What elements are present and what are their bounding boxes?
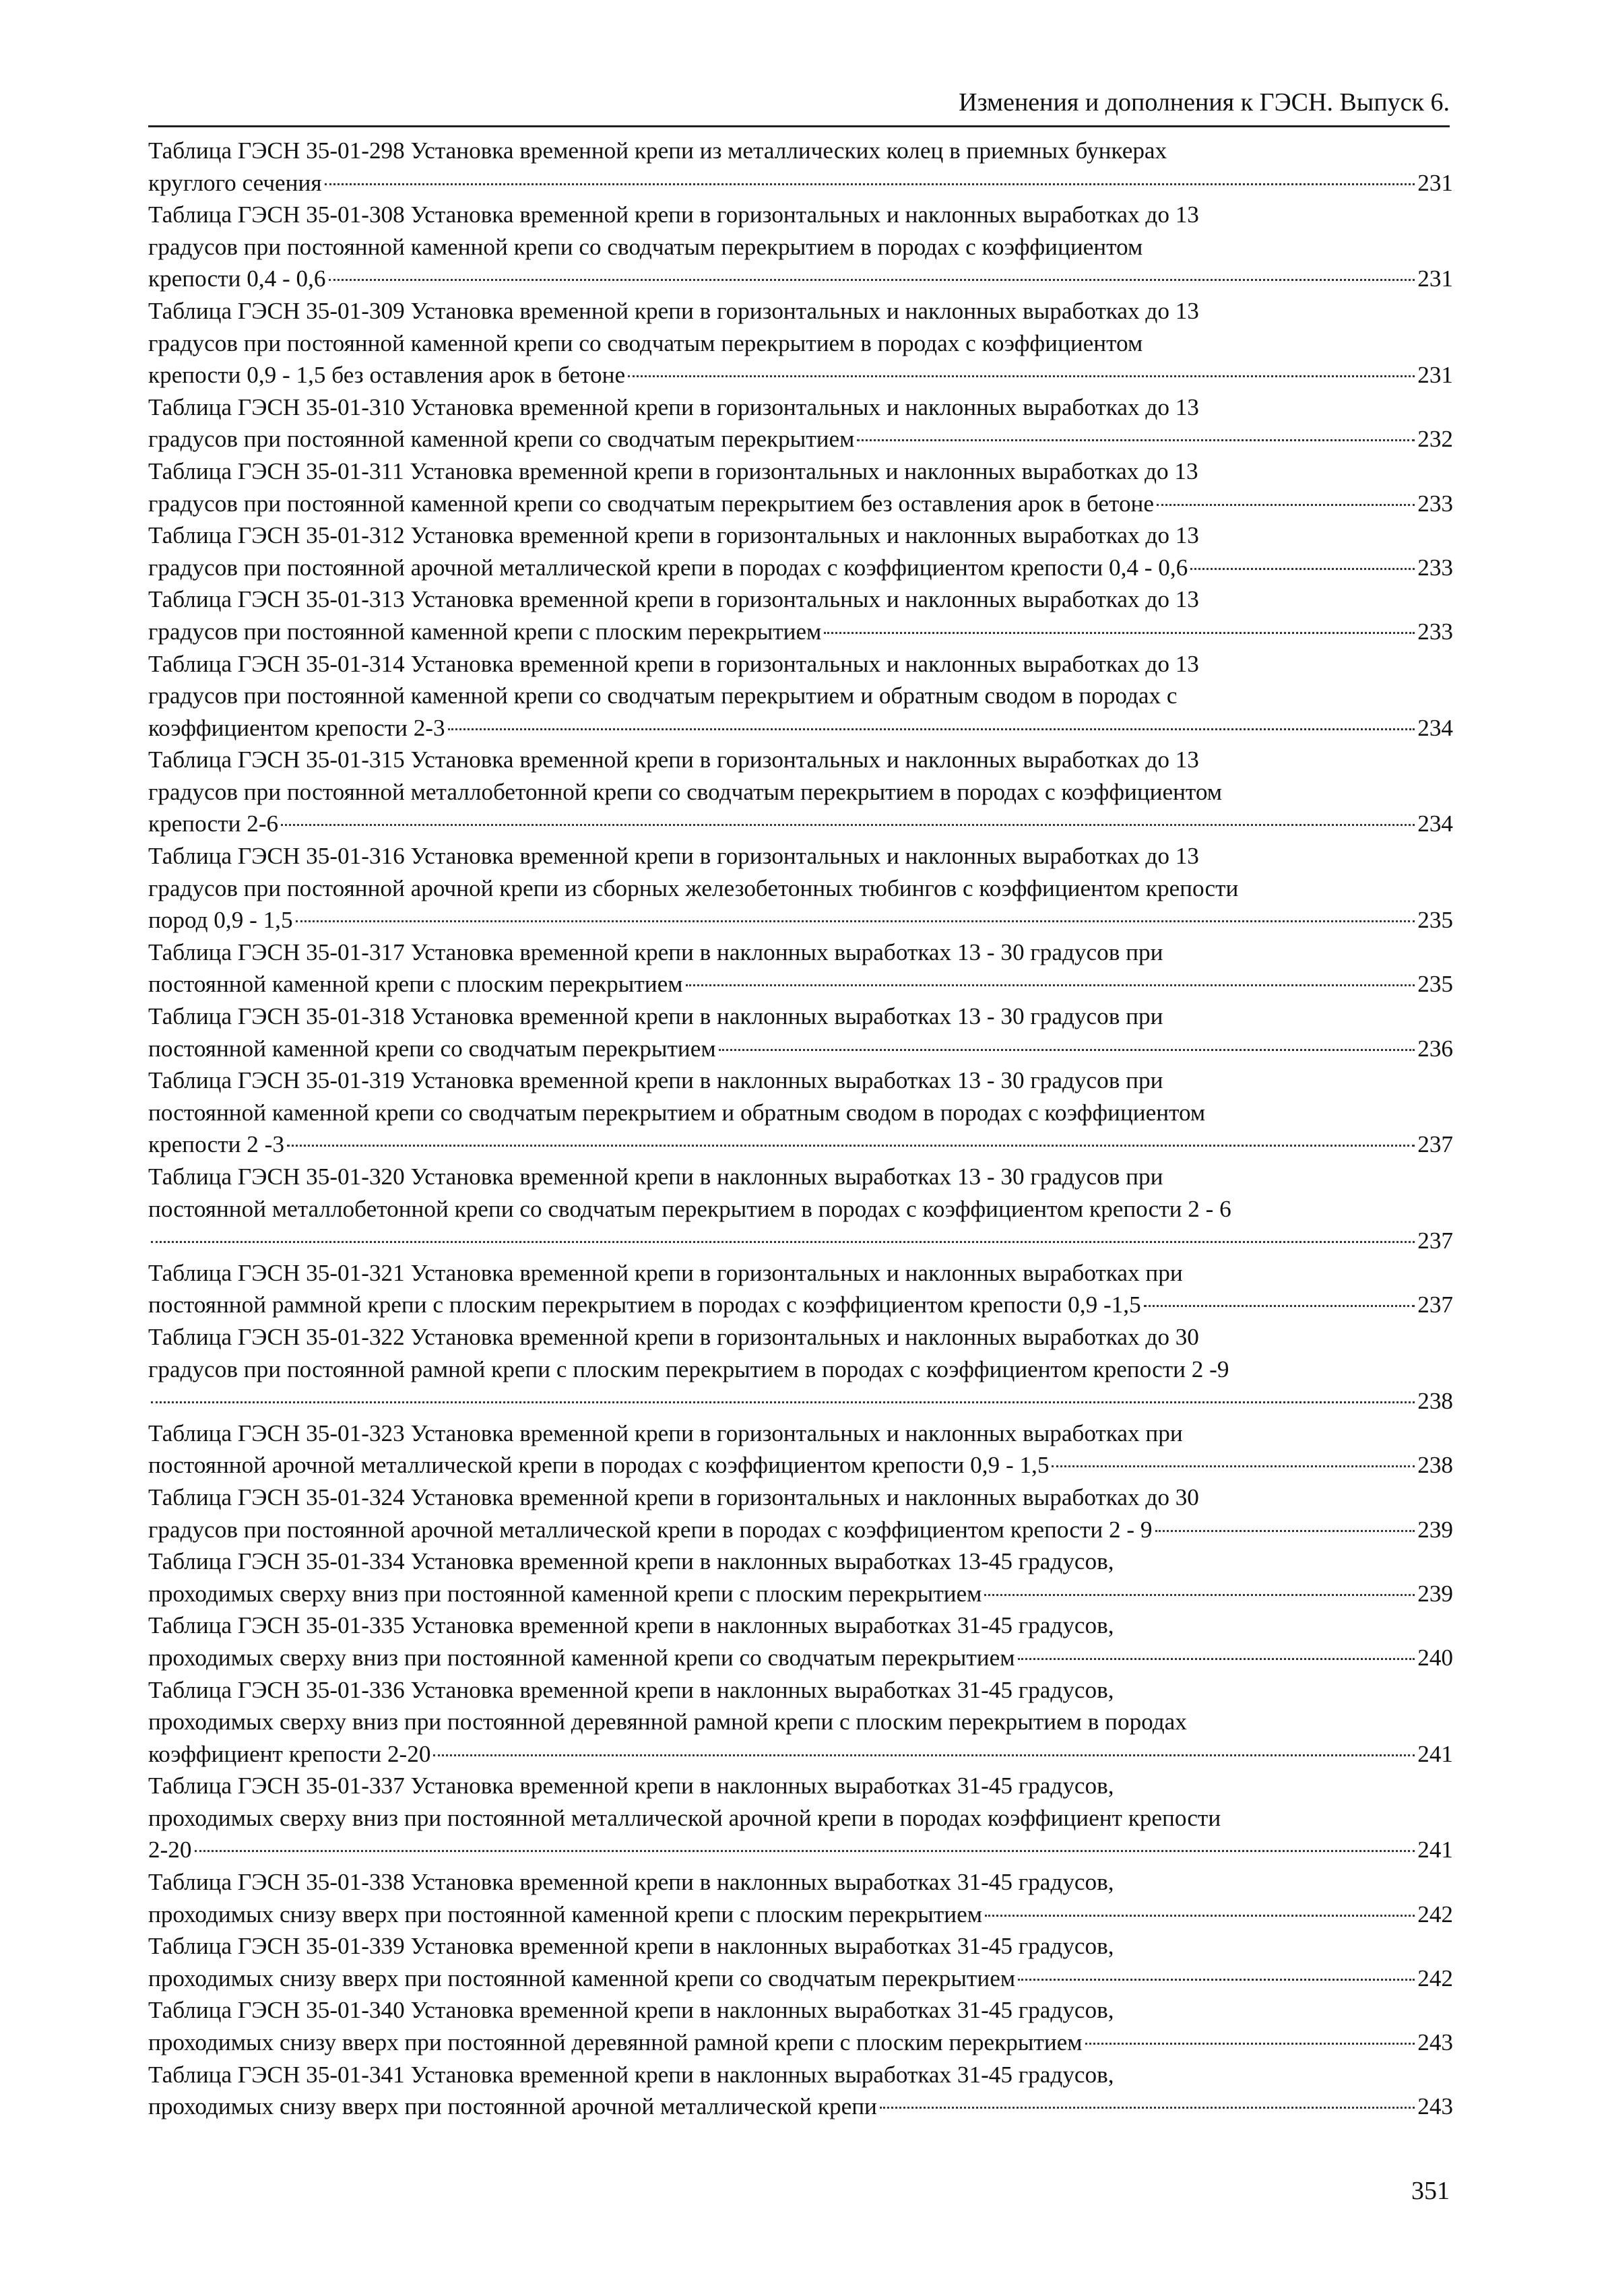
toc-entry-page-number: 234 (1417, 714, 1453, 741)
toc-entry-text: Таблица ГЭСН 35-01-338 Установка временной крепи в наклонных выработках 31-45 градусов, (148, 1869, 1114, 1896)
toc-entry-last-line (148, 1963, 1453, 1995)
toc-entry-page-number: 233 (1417, 554, 1453, 581)
toc-entry-line (148, 1193, 1453, 1225)
toc-entry-page-number: 232 (1417, 426, 1453, 453)
toc-entry-text: градусов при постоянной металлобетонной крепи со сводчатым перекрытием в породах с коэффициентом (148, 778, 1223, 805)
toc-entry-last-line (148, 808, 1453, 840)
toc-entry-page-number: 239 (1417, 1516, 1453, 1543)
toc-entry-last-line (148, 1642, 1453, 1674)
toc-entry[interactable] (148, 295, 1453, 391)
toc-entry-line (148, 680, 1453, 712)
toc-entry-text: Таблица ГЭСН 35-01-340 Установка временной крепи в наклонных выработках 31-45 градусов, (148, 1997, 1114, 2024)
toc-entry[interactable] (148, 1064, 1453, 1161)
toc-entry-page-number: 239 (1417, 1580, 1453, 1607)
toc-entry-text: крепости 0,9 - 1,5 без оставления арок в бетоне (148, 362, 626, 389)
toc-entry-text: постоянной каменной крепи с плоским перекрытием (148, 971, 683, 998)
dot-leader (984, 1594, 1415, 1596)
toc-entry-line (148, 199, 1453, 231)
toc-entry-line (148, 1064, 1453, 1097)
toc-entry-text: проходимых сверху вниз при постоянной деревянной рамной крепи с плоским перекрытием в породах (148, 1709, 1187, 1735)
toc-entry-last-line (148, 1128, 1453, 1161)
toc-entry-page-number: 233 (1417, 618, 1453, 645)
toc-entry-page-number: 235 (1417, 907, 1453, 934)
toc-entry-last-line (148, 712, 1453, 744)
toc-entry-text: пород 0,9 - 1,5 (148, 907, 293, 934)
toc-entry[interactable] (148, 1930, 1453, 1994)
toc-entry[interactable] (148, 519, 1453, 583)
toc-entry-text: градусов при постоянной рамной крепи с плоским перекрытием в породах с коэффициентом крепости 2 -9 (148, 1356, 1229, 1382)
toc-entry-last-line (148, 1449, 1453, 1481)
toc-entry-last-line (148, 2027, 1453, 2059)
toc-entry-text: проходимых снизу вверх при постоянной деревянной рамной крепи с плоским перекрытием (148, 2029, 1083, 2056)
toc-entry-text: крепости 2 -3 (148, 1131, 284, 1158)
toc-entry-page-number: 231 (1417, 362, 1453, 389)
toc-entry-line (148, 1706, 1453, 1738)
toc-entry-line (148, 872, 1453, 905)
toc-entry-line (148, 1097, 1453, 1129)
dot-leader (151, 1401, 1415, 1403)
toc-entry-page-number: 243 (1417, 2093, 1453, 2120)
toc-entry-last-line (148, 968, 1453, 1000)
toc-entry-text: градусов при постоянной каменной крепи с плоским перекрытием (148, 618, 822, 645)
toc-entry-line (148, 519, 1453, 552)
toc-entry-text: Таблица ГЭСН 35-01-339 Установка временной крепи в наклонных выработках 31-45 градусов, (148, 1933, 1114, 1960)
toc-entry-line (148, 135, 1453, 167)
dot-leader (880, 2107, 1415, 2109)
toc-entry-line (148, 1545, 1453, 1578)
toc-entry-text: Таблица ГЭСН 35-01-311 Установка временной крепи в горизонтальных и наклонных выработках до 13 (148, 457, 1198, 484)
toc-entry-text: градусов при постоянной каменной крепи со сводчатым перекрытием и обратным сводом в породах с (148, 682, 1178, 709)
toc-entry-text: проходимых сверху вниз при постоянной каменной крепи со сводчатым перекрытием (148, 1644, 1015, 1671)
toc-entry-text: коэффициент крепости 2-20 (148, 1740, 431, 1767)
toc-entry-page-number: 238 (1417, 1388, 1453, 1415)
toc-entry-line (148, 648, 1453, 680)
toc-entry[interactable] (148, 391, 1453, 455)
toc-entry-text: Таблица ГЭСН 35-01-337 Установка временной крепи в наклонных выработках 31-45 градусов, (148, 1773, 1114, 1799)
dot-leader (329, 279, 1415, 281)
toc-entry-page-number: 242 (1417, 1901, 1453, 1927)
toc-entry-text: градусов при постоянной каменной крепи со сводчатым перекрытием в породах с коэффициентом (148, 233, 1143, 260)
toc-entry-text: Таблица ГЭСН 35-01-318 Установка временной крепи в наклонных выработках 13 - 30 градусов при (148, 1003, 1163, 1030)
toc-entry-page-number: 243 (1417, 2029, 1453, 2056)
toc-entry-last-line (148, 1834, 1453, 1866)
toc-entry-text: Таблица ГЭСН 35-01-323 Установка временной крепи в горизонтальных и наклонных выработках при (148, 1420, 1183, 1446)
toc-entry-last-line (148, 2091, 1453, 2123)
dot-leader (1155, 1530, 1415, 1532)
dot-leader (1157, 504, 1415, 506)
toc-entry-last-line (148, 616, 1453, 648)
toc-entry-last-line (148, 359, 1453, 391)
toc-entry-text: Таблица ГЭСН 35-01-298 Установка временной крепи из металлических колец в приемных бункерах (148, 137, 1167, 164)
toc-entry-text: Таблица ГЭСН 35-01-322 Установка временной крепи в горизонтальных и наклонных выработках до 30 (148, 1323, 1199, 1350)
toc-entry-line (148, 776, 1453, 808)
toc-entry-line (148, 295, 1453, 327)
toc-entry-line (148, 744, 1453, 776)
toc-entry-page-number: 241 (1417, 1837, 1453, 1863)
dot-leader (287, 1145, 1415, 1147)
dot-leader (985, 1915, 1415, 1917)
toc-entry-line (148, 936, 1453, 969)
toc-entry-text: градусов при постоянной арочной крепи из сборных железобетонных тюбингов с коэффициентом крепости (148, 874, 1239, 901)
toc-entry-last-line (148, 423, 1453, 455)
toc-entry-text: круглого сечения (148, 169, 322, 196)
toc-entry[interactable] (148, 199, 1453, 295)
toc-entry-page-number: 237 (1417, 1227, 1453, 1254)
dot-leader (1018, 1979, 1415, 1981)
toc-entry[interactable] (148, 1321, 1453, 1417)
toc-entry-line (148, 1353, 1453, 1386)
toc-entry-page-number: 242 (1417, 1965, 1453, 1991)
toc-entry[interactable] (148, 1417, 1453, 1481)
toc-entry-text: Таблица ГЭСН 35-01-324 Установка временной крепи в горизонтальных и наклонных выработках до 30 (148, 1484, 1199, 1510)
toc-entry-text: градусов при постоянной арочной металлической крепи в породах с коэффициентом крепости 0,4 - 0,6 (148, 554, 1188, 581)
toc-entry-line (148, 1994, 1453, 2027)
toc-entry-text: проходимых сверху вниз при постоянной металлической арочной крепи в породах коэффициент крепости (148, 1804, 1221, 1831)
toc-entry-text: Таблица ГЭСН 35-01-316 Установка временной крепи в горизонтальных и наклонных выработках до 13 (148, 843, 1199, 870)
toc-entry-line (148, 1481, 1453, 1514)
toc-entry-text: проходимых снизу вверх при постоянной каменной крепи со сводчатым перекрытием (148, 1965, 1016, 1991)
toc-entry-text: градусов при постоянной каменной крепи со сводчатым перекрытием в породах с коэффициентом (148, 329, 1143, 356)
toc-entry-line (148, 1674, 1453, 1707)
toc-entry[interactable] (148, 1161, 1453, 1257)
toc-entry[interactable] (148, 1866, 1453, 1930)
toc-entry-page-number: 234 (1417, 810, 1453, 837)
toc-entry-text: коэффициентом крепости 2-3 (148, 714, 445, 741)
toc-entry-line (148, 391, 1453, 424)
toc-entry-last-line (148, 1225, 1453, 1257)
toc-entry-text: Таблица ГЭСН 35-01-321 Установка временной крепи в горизонтальных и наклонных выработках при (148, 1259, 1183, 1286)
toc-entry-last-line (148, 167, 1453, 199)
page-number: 351 (1411, 2177, 1450, 2205)
toc-entry-last-line (148, 904, 1453, 936)
dot-leader (824, 632, 1415, 634)
toc-entry-page-number: 240 (1417, 1644, 1453, 1671)
dot-leader (325, 183, 1415, 185)
toc-entry[interactable] (148, 135, 1453, 199)
toc-entry[interactable] (148, 1545, 1453, 1609)
toc-entry-text: Таблица ГЭСН 35-01-341 Установка временной крепи в наклонных выработках 31-45 градусов, (148, 2061, 1114, 2088)
toc-entry-last-line (148, 1033, 1453, 1065)
dot-leader (296, 920, 1415, 922)
dot-leader (1085, 2043, 1415, 2045)
toc-entry-last-line (148, 1289, 1453, 1321)
page-header-title: Изменения и дополнения к ГЭСН. Выпуск 6. (959, 88, 1450, 117)
toc-entry-line (148, 1930, 1453, 1963)
toc-entry-text: крепости 0,4 - 0,6 (148, 265, 326, 292)
toc-entry-line (148, 2059, 1453, 2091)
toc-entry-line (148, 1417, 1453, 1450)
dot-leader (195, 1850, 1415, 1852)
toc-entry-text: проходимых сверху вниз при постоянной каменной крепи с плоским перекрытием (148, 1580, 982, 1607)
toc-entry-page-number: 236 (1417, 1035, 1453, 1062)
toc-entry[interactable] (148, 648, 1453, 744)
toc-entry-line (148, 1161, 1453, 1193)
toc-entry-last-line (148, 1385, 1453, 1417)
toc-entry-line (148, 1609, 1453, 1642)
dot-leader (1052, 1465, 1415, 1467)
dot-leader (1018, 1658, 1415, 1660)
toc-entry-page-number: 237 (1417, 1292, 1453, 1318)
toc-entry-line (148, 1257, 1453, 1289)
toc-entry-text: Таблица ГЭСН 35-01-308 Установка временной крепи в горизонтальных и наклонных выработках до 13 (148, 201, 1199, 228)
dot-leader (1190, 568, 1415, 570)
toc-entry-page-number: 237 (1417, 1131, 1453, 1158)
toc-entry-text: Таблица ГЭСН 35-01-334 Установка временной крепи в наклонных выработках 13-45 градусов, (148, 1548, 1114, 1575)
toc-entry-text: постоянной арочной металлической крепи в породах с коэффициентом крепости 0,9 - 1,5 (148, 1452, 1050, 1479)
toc-entry[interactable] (148, 1000, 1453, 1064)
toc-entry-text: Таблица ГЭСН 35-01-310 Установка временной крепи в горизонтальных и наклонных выработках до 13 (148, 393, 1199, 420)
dot-leader (281, 824, 1415, 826)
toc-entry-line (148, 583, 1453, 616)
toc-entry[interactable] (148, 936, 1453, 1000)
dot-leader (433, 1754, 1415, 1756)
toc-entry[interactable] (148, 1994, 1453, 2058)
toc-entry-line (148, 1770, 1453, 1802)
toc-entry-text: проходимых снизу вверх при постоянной арочной металлической крепи (148, 2093, 877, 2120)
toc-entry-text: Таблица ГЭСН 35-01-335 Установка временной крепи в наклонных выработках 31-45 градусов, (148, 1612, 1114, 1639)
toc-entry-text: градусов при постоянной каменной крепи со сводчатым перекрытием без оставления арок в бетоне (148, 490, 1154, 517)
toc-entry[interactable] (148, 840, 1453, 936)
dot-leader (686, 984, 1415, 986)
toc-entry-line (148, 327, 1453, 360)
toc-entry-last-line (148, 1578, 1453, 1610)
toc-entry-page-number: 235 (1417, 971, 1453, 998)
toc-entry-line (148, 1321, 1453, 1353)
toc-entry[interactable] (148, 1481, 1453, 1545)
toc-entry-last-line (148, 488, 1453, 520)
toc-entry-text: 2-20 (148, 1837, 192, 1863)
toc-entry-text: постоянной каменной крепи со сводчатым перекрытием (148, 1035, 716, 1062)
toc-entry-page-number: 231 (1417, 265, 1453, 292)
toc-entry-text: Таблица ГЭСН 35-01-319 Установка временной крепи в наклонных выработках 13 - 30 градусов при (148, 1067, 1163, 1094)
toc-entry-last-line (148, 1738, 1453, 1771)
toc-entry-text: Таблица ГЭСН 35-01-309 Установка временной крепи в горизонтальных и наклонных выработках до 13 (148, 297, 1199, 324)
toc-entry[interactable] (148, 1257, 1453, 1321)
dot-leader (857, 439, 1415, 441)
toc-entry[interactable] (148, 2059, 1453, 2123)
dot-leader (448, 728, 1415, 730)
toc-entry-last-line (148, 1514, 1453, 1546)
toc-entry[interactable] (148, 583, 1453, 647)
toc-entry-last-line (148, 1899, 1453, 1931)
toc-entry[interactable] (148, 744, 1453, 840)
toc-entry-text: Таблица ГЭСН 35-01-315 Установка временной крепи в горизонтальных и наклонных выработках до 13 (148, 746, 1199, 773)
toc-entry-line (148, 1802, 1453, 1835)
dot-leader (719, 1049, 1415, 1051)
table-of-contents (148, 135, 1453, 2123)
toc-entry-line (148, 840, 1453, 872)
toc-entry[interactable] (148, 1674, 1453, 1771)
toc-entry-line (148, 455, 1453, 488)
toc-entry-last-line (148, 263, 1453, 295)
header-rule (148, 125, 1450, 127)
toc-entry-line (148, 1000, 1453, 1033)
toc-entry-page-number: 231 (1417, 169, 1453, 196)
toc-entry[interactable] (148, 1770, 1453, 1866)
toc-entry-text: постоянной каменной крепи со сводчатым перекрытием и обратным сводом в породах с коэффициентом (148, 1099, 1206, 1126)
toc-entry[interactable] (148, 1609, 1453, 1673)
toc-entry-text: градусов при постоянной арочной металлической крепи в породах с коэффициентом крепости 2 - 9 (148, 1516, 1153, 1543)
dot-leader (1144, 1305, 1415, 1307)
toc-entry-text: постоянной раммной крепи с плоским перекрытием в породах с коэффициентом крепости 0,9 -1,5 (148, 1292, 1141, 1318)
toc-entry-text: Таблица ГЭСН 35-01-313 Установка временной крепи в горизонтальных и наклонных выработках до 13 (148, 586, 1199, 613)
toc-entry-text: Таблица ГЭСН 35-01-314 Установка временной крепи в горизонтальных и наклонных выработках до 13 (148, 650, 1199, 677)
toc-entry-line (148, 231, 1453, 263)
toc-entry-page-number: 241 (1417, 1740, 1453, 1767)
toc-entry-line (148, 1866, 1453, 1899)
dot-leader (628, 375, 1415, 377)
toc-entry-text: градусов при постоянной каменной крепи со сводчатым перекрытием (148, 426, 855, 453)
toc-entry-page-number: 233 (1417, 490, 1453, 517)
dot-leader (151, 1241, 1415, 1243)
toc-entry-text: Таблица ГЭСН 35-01-317 Установка временной крепи в наклонных выработках 13 - 30 градусов при (148, 938, 1163, 965)
toc-entry-last-line (148, 552, 1453, 584)
toc-entry-text: постоянной металлобетонной крепи со сводчатым перекрытием в породах с коэффициентом крепости 2 - 6 (148, 1195, 1231, 1222)
toc-entry-text: Таблица ГЭСН 35-01-336 Установка временной крепи в наклонных выработках 31-45 градусов, (148, 1676, 1114, 1703)
toc-entry-text: крепости 2-6 (148, 810, 279, 837)
toc-entry-page-number: 238 (1417, 1452, 1453, 1479)
toc-entry-text: Таблица ГЭСН 35-01-320 Установка временной крепи в наклонных выработках 13 - 30 градусов при (148, 1163, 1163, 1190)
toc-entry-text: проходимых снизу вверх при постоянной каменной крепи с плоским перекрытием (148, 1901, 983, 1927)
toc-entry[interactable] (148, 455, 1453, 519)
toc-entry-text: Таблица ГЭСН 35-01-312 Установка временной крепи в горизонтальных и наклонных выработках до 13 (148, 522, 1199, 549)
